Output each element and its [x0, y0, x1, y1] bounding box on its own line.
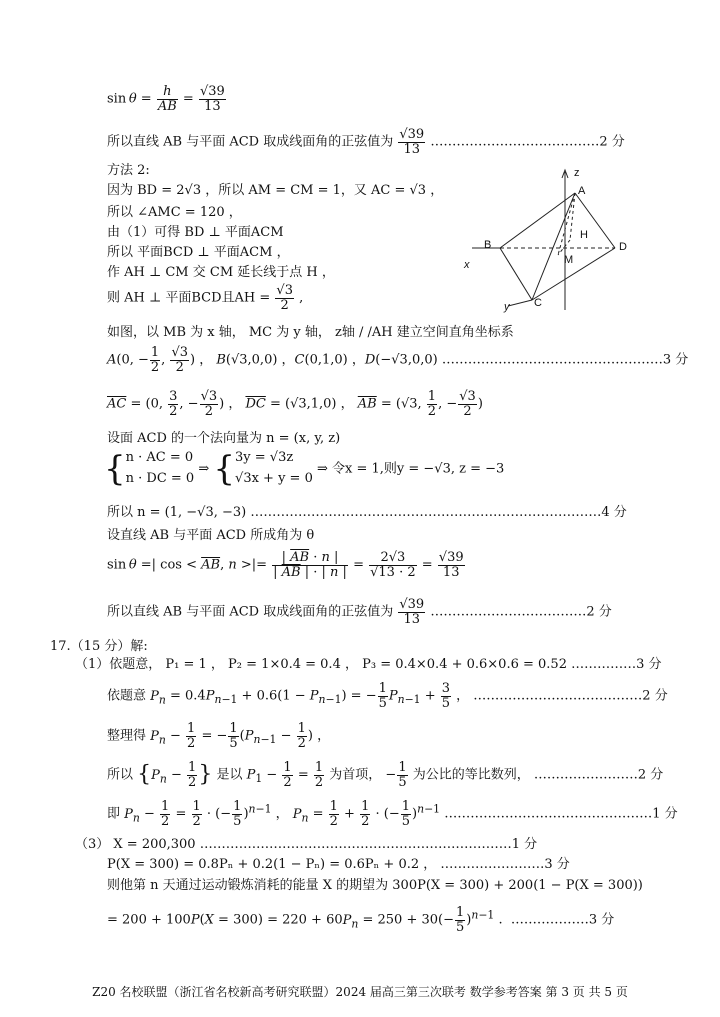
score-1pt-b: ………………………………………………………………1 分: [199, 837, 538, 852]
part-1-text: （1）依题意， P₁ = 1 ， P₂ = 1×0.4 = 0.4 ， P₃ = 0.4×0.4 + 0.6×0.6 = 0.52: [75, 657, 567, 672]
rearranged-line: 整理得 $P_n$ − $\frac{1}{2}$ = − $\frac{1}{5}$ ($P_{n-1}$ − $\frac{1}{2}$ ) ，: [107, 721, 331, 751]
expectation-line: 则他第 n 天通过运动锻炼消耗的能量 X 的期望为 300P(X = 300) + 200(1 − P(X = 300)): [107, 878, 643, 893]
problem-17-heading: 17.（15 分）解:: [50, 639, 148, 654]
label-D: D: [619, 241, 627, 253]
normal-vector-text: 所以 n = (1, −√3, −3): [107, 505, 247, 520]
part-3-line: [75, 837, 537, 853]
general-term-line: 即 $P_n$ − $\frac{1}{2}$ = $\frac{1}{2}$ · (− $\frac{1}{5}$ )$^{n-1}$ ， $P_n$ = $\frac{1}{2}$ + $\frac{1}{2}$ · (− $\frac{1}{5}$ )$^{n-1}$ …………………………………………1 分: [107, 799, 678, 829]
angle-setup: 设直线 AB 与平面 ACD 所成角为 θ: [107, 528, 315, 543]
eq-n-ac: n · AC = 0: [125, 450, 194, 465]
eq-sqrt3x: √3x + y = 0: [235, 470, 313, 486]
method-2-line-3: 由（1）可得 BD ⊥ 平面ACM: [107, 225, 284, 240]
conclusion-line-2: 所以直线 AB 与平面 ACD 取成线面角的正弦值为 $\frac{√39}{13}$ ………………………………2 分: [107, 597, 612, 627]
sine-formula-2: sin θ =| $\cos < \overline{AB}$, n >|= $\frac{| \overline{AB} \cdot n |}{| \overline{AB} | \cdot | n |}$ = $\frac{2√3}{√13 \cdot 2}$ = $\frac{√39}{13}$: [107, 550, 464, 580]
score-2pts-c: …………………………………2 分: [473, 688, 668, 704]
conclusion-text-1: 所以直线 AB 与平面 ACD 取成线面角的正弦值为: [107, 134, 394, 150]
vectors-line: $\overline{AC} = (0$, $\frac{3}{2}$ , − $\frac{√3}{2}$ ) ， $\overline{DC} = (√3,1,0)$ ， $\overline{AB} = (√3$, $\frac{1}{2}$ , − $\frac{√3}{2}$ ): [107, 389, 483, 419]
conclusion-text-2: 所以直线 AB 与平面 ACD 取成线面角的正弦值为: [107, 604, 394, 620]
method-2-line-4: 所以 平面BCD ⊥ 平面ACM ，: [107, 245, 290, 260]
method-2-line-6: 则 AH ⊥ 平面BCD且AH = $\frac{√3}{2}$ ,: [107, 283, 304, 313]
score-4pts: ………………………………………………………………………4 分: [250, 505, 627, 520]
method-2-line-2: 所以 ∠AMC = 120 ，: [107, 205, 242, 220]
coordinate-system-line: 如图，以 MB 为 x 轴， MC 为 y 轴， z轴 / /AH 建立空间直角坐标系: [107, 325, 514, 340]
normal-vector-result: [107, 505, 627, 521]
eq-3y: 3y = √3z: [235, 450, 294, 465]
expectation-result-line: = $200 + 100P(X = 300) = 220 + 60P_n = 250 + 30(-$ $\frac{1}{5}$ )$^{n-1}$ . ………………3 分: [107, 905, 615, 935]
tetrahedron-diagram: [462, 160, 632, 320]
score-2pts-a: …………………………………2 分: [430, 134, 625, 150]
label-H: H: [580, 229, 588, 241]
score-2pts-b: ………………………………2 分: [430, 604, 612, 620]
conclusion-line-1: 所以直线 AB 与平面 ACD 取成线面角的正弦值为 $\frac{√39}{13}$ …………………………………2 分: [107, 127, 625, 157]
label-A: A: [578, 185, 586, 197]
eq-solution: ⇒ 令x = 1,则y = −√3, z = −3: [317, 461, 505, 477]
probability-line: P(X = 300) = 0.8Pₙ + 0.2(1 − Pₙ) = 0.6Pₙ + 0.2 ， ……………………3 分: [107, 857, 570, 872]
method-2-line-5: 作 AH ⊥ CM 交 CM 延长线于点 H ，: [107, 265, 335, 280]
label-M: M: [564, 254, 574, 266]
method-2-line-1: 因为 BD = 2√3 ，所以 AM = CM = 1，又 AC = √3 ，: [107, 183, 444, 198]
equation-system: {n · AC = 0 n · DC = 0 ⇒ {3y = √3z √3x + y = 0 ⇒ 令x = 1,则y = −√3, z = −3: [104, 448, 505, 489]
score-3pts-b: ……………3 分: [571, 657, 662, 672]
part-1-line: [75, 657, 662, 673]
score-3pts-a: ……………………………………………3 分: [441, 352, 689, 368]
recurrence-line: 依题意 $P_n = 0.4P_{n-1} + 0.6(1 - P_{n-1})$ = − $\frac{1}{5}$ $P_{n-1}$ + $\frac{3}{5}$ ， …………………………………2 分: [107, 681, 668, 711]
ah-perp-text: 则 AH ⊥ 平面BCD且AH =: [107, 290, 271, 306]
page-footer: Z20 名校联盟（浙江省名校新高考研究联盟）2024 届高三第三次联考 数学参考答案 第 3 页 共 5 页: [92, 985, 628, 999]
label-C: C: [534, 297, 542, 309]
sine-formula-1: sin θ = $\frac{h}{AB}$ = $\frac{√39}{13}$: [107, 84, 225, 114]
geometric-sequence-line: 所以 {$P_n$ − $\frac{1}{2}$ } 是以 $P_1$ − $\frac{1}{2}$ = $\frac{1}{2}$ 为首项， − $\frac{1}{5}$ 为公比的等比数列， ……………………2 分: [107, 760, 664, 790]
point-coordinates-line: A(0, − $\frac{1}{2}$ , $\frac{√3}{2}$ ) ， B(√3,0,0) ，C(0,1,0) ，D(−√3,0,0) ……………………………………………3 分: [107, 345, 689, 375]
label-B: B: [484, 239, 492, 251]
score-2pts-d: ……………………2 分: [533, 767, 664, 783]
method-2-heading: 方法 2:: [107, 163, 150, 178]
label-x: x: [464, 259, 470, 271]
part-3-text: （3） X = 200,300: [75, 837, 196, 852]
label-y: y: [504, 301, 510, 313]
normal-vector-setup: 设面 ACD 的一个法向量为 n = (x, y, z): [107, 431, 341, 446]
eq-n-dc: n · DC = 0: [125, 470, 195, 486]
label-z: z: [574, 167, 580, 179]
score-1pt-a: …………………………………………1 分: [444, 806, 678, 822]
